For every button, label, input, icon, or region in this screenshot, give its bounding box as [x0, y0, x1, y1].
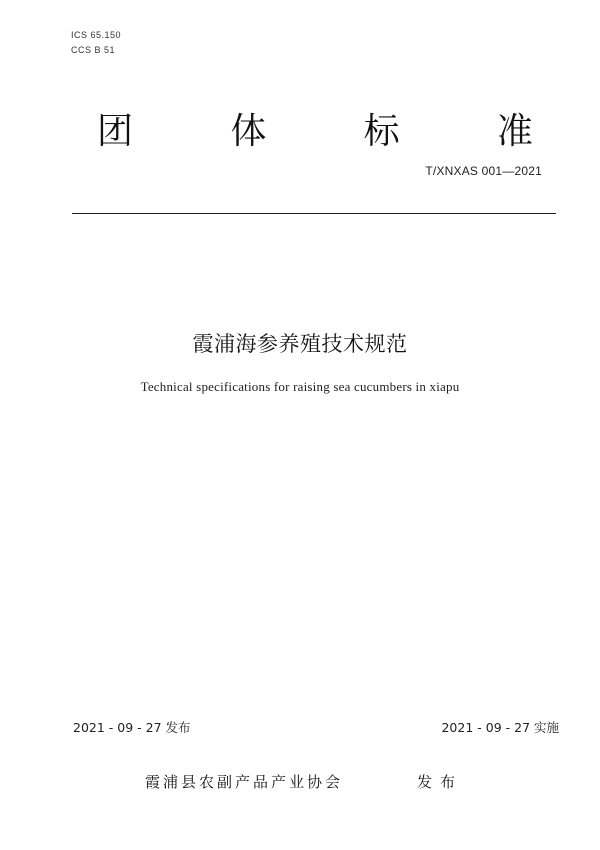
issue-date: 2021 - 09 - 27 发布	[73, 720, 191, 735]
standard-type-heading	[95, 103, 535, 154]
publisher-name: 霞浦县农副产品产业协会	[145, 773, 344, 791]
document-title-english: Technical specifications for raising sea cucumbers in xiapu	[140, 379, 460, 394]
standard-number: T/XNXAS 001—2021	[425, 164, 542, 178]
ccs-code: CCS B 51	[71, 45, 116, 55]
header-divider	[72, 213, 556, 214]
document-title-chinese: 霞浦海参养殖技术规范	[192, 332, 408, 356]
standard-type-char: 标	[363, 111, 400, 152]
standard-type-char: 准	[496, 111, 533, 152]
standard-type-char: 团	[96, 111, 133, 152]
standard-type-char: 体	[230, 111, 267, 152]
publish-label: 发布	[417, 773, 464, 791]
ics-code: ICS 65.150	[71, 30, 122, 40]
implementation-date: 2021 - 09 - 27 实施	[441, 720, 559, 735]
